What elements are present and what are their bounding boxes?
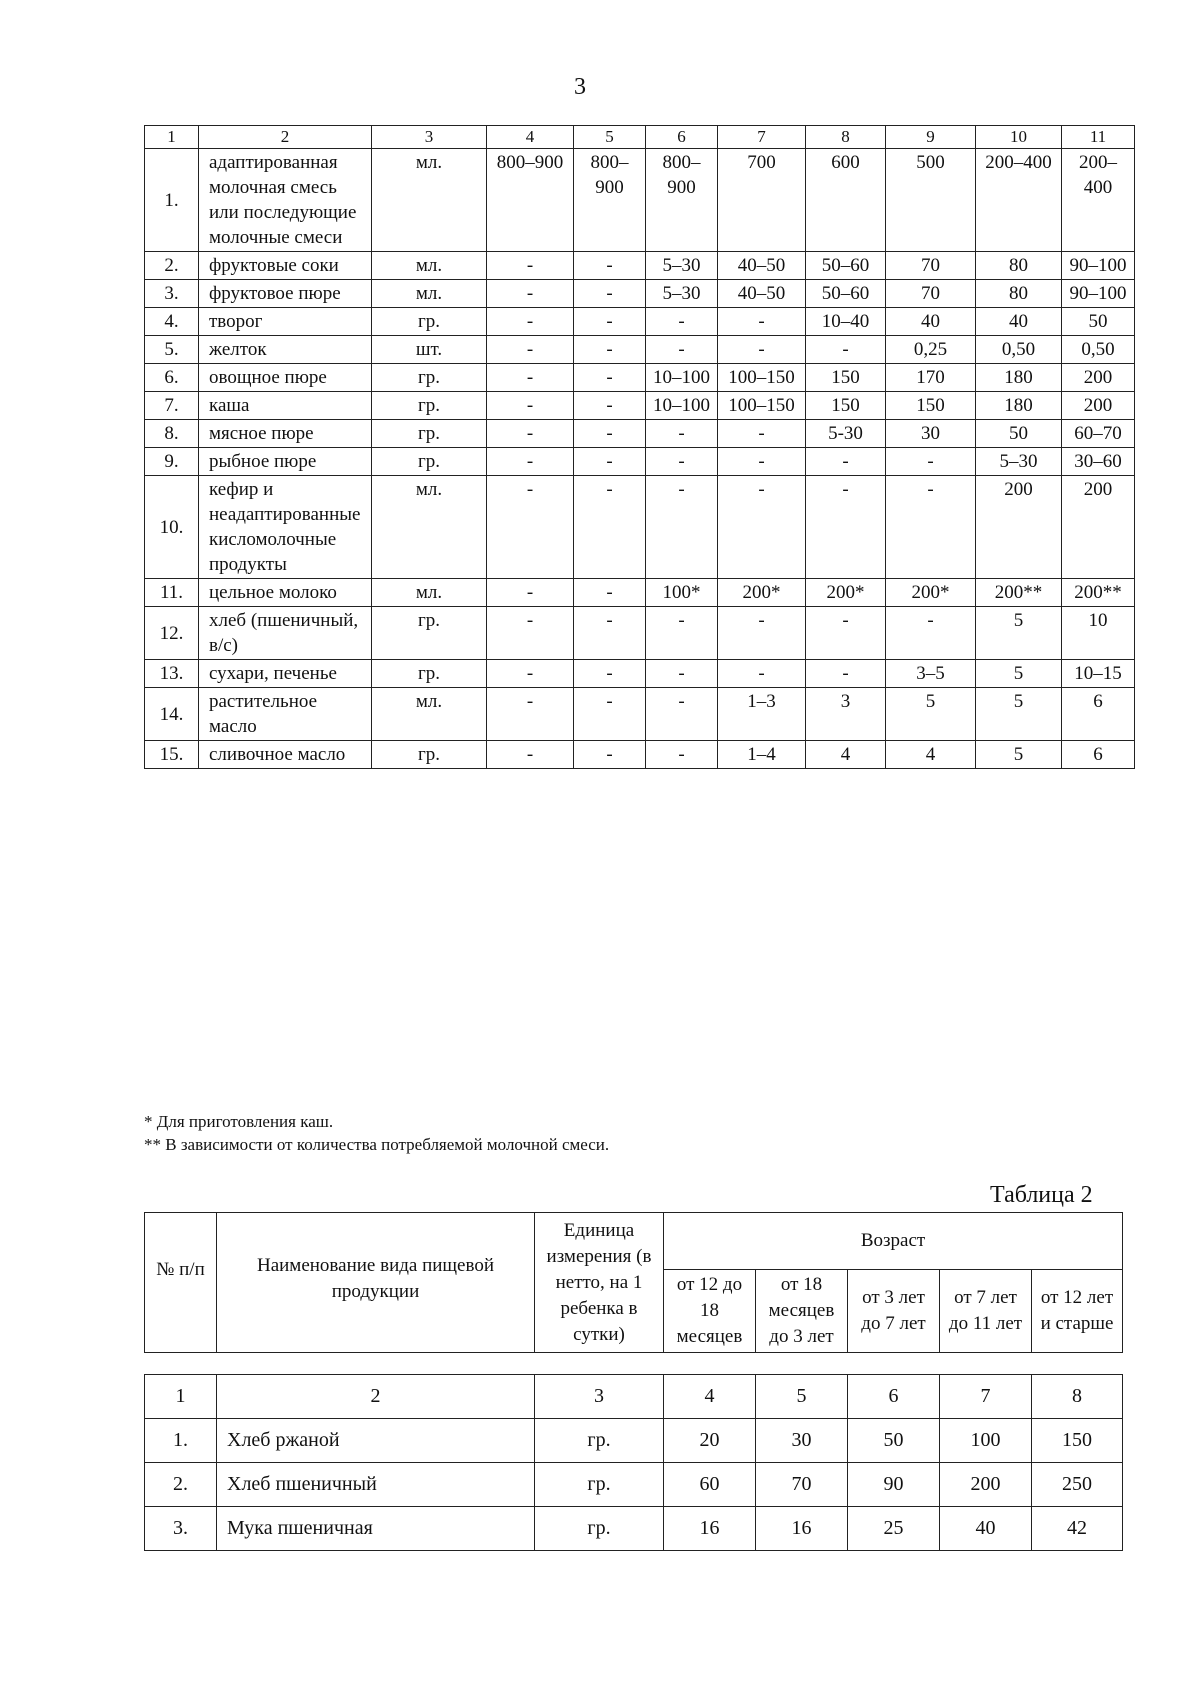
amount-cell: - [487,660,574,688]
amount-cell: 6 [1062,688,1135,741]
table-row [145,1463,1123,1507]
amount-cell: - [806,607,886,660]
amount-cell: 100–150 [718,392,806,420]
amount-cell: - [718,308,806,336]
amount-cell: 100–150 [718,364,806,392]
amount-cell: 250 [1032,1463,1123,1507]
amount-cell: - [487,280,574,308]
product-name: сухари, печенье [199,660,372,688]
amount-cell: 5–30 [646,252,718,280]
amount-cell: 4 [806,741,886,769]
amount-cell: 200 [940,1463,1032,1507]
row-number: 1. [145,1419,217,1463]
amount-cell: 5 [976,660,1062,688]
amount-cell: - [574,364,646,392]
amount-cell: 200 [976,476,1062,579]
table-row [145,392,1135,420]
amount-cell: 150 [806,392,886,420]
unit: гр. [535,1419,664,1463]
amount-cell: 200 [1062,364,1135,392]
amount-cell: - [487,336,574,364]
amount-cell: - [718,336,806,364]
unit: гр. [372,308,487,336]
amount-cell: 200* [718,579,806,607]
amount-cell: 10–40 [806,308,886,336]
row-number: 14. [145,688,199,741]
amount-cell: 40–50 [718,280,806,308]
amount-cell: - [574,420,646,448]
amount-cell: 30 [886,420,976,448]
column-number: 2 [217,1375,535,1419]
amount-cell: 200* [886,579,976,607]
amount-cell: - [574,607,646,660]
amount-cell: - [806,448,886,476]
table2-body [144,1374,1123,1551]
table-row [145,308,1135,336]
product-name: адаптированная молочная смесь или последующие молочные смеси [199,149,372,252]
amount-cell: 30 [756,1419,848,1463]
row-number: 3. [145,1507,217,1551]
amount-cell: - [646,741,718,769]
amount-cell: 40 [976,308,1062,336]
table-row [145,336,1135,364]
amount-cell: - [646,448,718,476]
unit: гр. [372,364,487,392]
amount-cell: 20 [664,1419,756,1463]
header-age-group: от 18 месяцев до 3 лет [756,1270,848,1353]
table2-caption: Таблица 2 [990,1182,1093,1208]
column-number: 1 [145,1375,217,1419]
product-name: овощное пюре [199,364,372,392]
footnote-1: * Для приготовления каш. [144,1112,334,1131]
amount-cell: 1–4 [718,741,806,769]
amount-cell: 170 [886,364,976,392]
amount-cell: 0,50 [1062,336,1135,364]
amount-cell: - [574,280,646,308]
amount-cell: 10–100 [646,392,718,420]
row-number: 13. [145,660,199,688]
amount-cell: 16 [664,1507,756,1551]
amount-cell: - [646,420,718,448]
unit: гр. [372,448,487,476]
amount-cell: 50 [976,420,1062,448]
table1-header-row [145,126,1135,149]
amount-cell: 500 [886,149,976,252]
amount-cell: 5 [976,741,1062,769]
amount-cell: 50 [1062,308,1135,336]
amount-cell: 200** [976,579,1062,607]
amount-cell: 200* [806,579,886,607]
amount-cell: 5 [976,688,1062,741]
amount-cell: - [487,448,574,476]
amount-cell: 50 [848,1419,940,1463]
amount-cell: - [806,476,886,579]
amount-cell: - [574,308,646,336]
product-name: хлеб (пшеничный, в/с) [199,607,372,660]
table2-header [144,1212,1123,1353]
unit: гр. [372,607,487,660]
page-number: 3 [574,74,586,100]
amount-cell: 60–70 [1062,420,1135,448]
header-age-group: от 12 лет и старше [1032,1270,1123,1353]
amount-cell: - [487,364,574,392]
amount-cell: 80 [976,252,1062,280]
table-row [145,149,1135,252]
amount-cell: 70 [886,280,976,308]
amount-cell: - [806,660,886,688]
row-number: 4. [145,308,199,336]
amount-cell: - [574,579,646,607]
amount-cell: 6 [1062,741,1135,769]
table-row [145,420,1135,448]
row-number: 6. [145,364,199,392]
amount-cell: 40–50 [718,252,806,280]
unit: гр. [372,660,487,688]
amount-cell: 200 [1062,476,1135,579]
row-number: 10. [145,476,199,579]
column-number: 5 [574,126,646,149]
amount-cell: 90–100 [1062,280,1135,308]
unit: гр. [535,1463,664,1507]
column-number: 1 [145,126,199,149]
amount-cell: 800–900 [646,149,718,252]
amount-cell: 60 [664,1463,756,1507]
amount-cell: - [487,420,574,448]
amount-cell: 90 [848,1463,940,1507]
table-row [145,476,1135,579]
amount-cell: 5 [886,688,976,741]
column-number: 8 [1032,1375,1123,1419]
amount-cell: 42 [1032,1507,1123,1551]
unit: мл. [372,688,487,741]
unit: мл. [372,476,487,579]
row-number: 2. [145,252,199,280]
column-number: 7 [940,1375,1032,1419]
amount-cell: - [646,308,718,336]
header-age-group: от 12 до 18 месяцев [664,1270,756,1353]
column-number: 8 [806,126,886,149]
header-age: Возраст [664,1213,1123,1270]
amount-cell: - [574,448,646,476]
amount-cell: - [718,448,806,476]
row-number: 3. [145,280,199,308]
product-name: фруктовые соки [199,252,372,280]
amount-cell: - [574,660,646,688]
amount-cell: - [646,607,718,660]
product-name: рыбное пюре [199,448,372,476]
column-number: 6 [646,126,718,149]
column-number: 4 [664,1375,756,1419]
amount-cell: 100 [940,1419,1032,1463]
column-number: 10 [976,126,1062,149]
product-name: Хлеб ржаной [217,1419,535,1463]
amount-cell: 0,25 [886,336,976,364]
amount-cell: 100* [646,579,718,607]
amount-cell: 800–900 [487,149,574,252]
footnote-2: ** В зависимости от количества потребляемой молочной смеси. [144,1135,610,1154]
table-row [145,741,1135,769]
table-row [145,1507,1123,1551]
product-name: Хлеб пшеничный [217,1463,535,1507]
amount-cell: - [487,476,574,579]
row-number: 15. [145,741,199,769]
header-unit: Единица измерения (в нетто, на 1 ребенка в сутки) [535,1213,664,1353]
unit: мл. [372,280,487,308]
amount-cell: - [646,336,718,364]
amount-cell: 40 [886,308,976,336]
header-age-group: от 3 лет до 7 лет [848,1270,940,1353]
unit: мл. [372,252,487,280]
header-age-group: от 7 лет до 11 лет [940,1270,1032,1353]
table-row [145,252,1135,280]
amount-cell: - [487,741,574,769]
amount-cell: 3–5 [886,660,976,688]
amount-cell: - [886,448,976,476]
amount-cell: 150 [1032,1419,1123,1463]
table-row [145,688,1135,741]
amount-cell: - [487,688,574,741]
amount-cell: 200–400 [976,149,1062,252]
amount-cell: 80 [976,280,1062,308]
table-row [145,448,1135,476]
column-number-row [145,1375,1123,1419]
amount-cell: 10–15 [1062,660,1135,688]
unit: гр. [535,1507,664,1551]
amount-cell: 180 [976,392,1062,420]
unit: гр. [372,392,487,420]
product-name: каша [199,392,372,420]
amount-cell: - [718,476,806,579]
amount-cell: 70 [886,252,976,280]
amount-cell: 600 [806,149,886,252]
table-row [145,660,1135,688]
amount-cell: 150 [886,392,976,420]
amount-cell: 10 [1062,607,1135,660]
amount-cell: 40 [940,1507,1032,1551]
row-number: 1. [145,149,199,252]
unit: мл. [372,149,487,252]
amount-cell: - [646,476,718,579]
product-name: сливочное масло [199,741,372,769]
amount-cell: 200–400 [1062,149,1135,252]
amount-cell: - [574,741,646,769]
row-number: 2. [145,1463,217,1507]
amount-cell: 150 [806,364,886,392]
amount-cell: 180 [976,364,1062,392]
amount-cell: - [487,308,574,336]
amount-cell: 4 [886,741,976,769]
amount-cell: - [487,579,574,607]
product-name: растительное масло [199,688,372,741]
amount-cell: 200** [1062,579,1135,607]
unit: шт. [372,336,487,364]
amount-cell: 10–100 [646,364,718,392]
row-number: 12. [145,607,199,660]
amount-cell: - [574,336,646,364]
amount-cell: 50–60 [806,280,886,308]
amount-cell: - [646,660,718,688]
table-row [145,364,1135,392]
product-name: Мука пшеничная [217,1507,535,1551]
amount-cell: - [806,336,886,364]
amount-cell: 16 [756,1507,848,1551]
amount-cell: 3 [806,688,886,741]
column-number: 11 [1062,126,1135,149]
amount-cell: 25 [848,1507,940,1551]
row-number: 7. [145,392,199,420]
product-name: творог [199,308,372,336]
amount-cell: - [718,660,806,688]
product-name: цельное молоко [199,579,372,607]
row-number: 11. [145,579,199,607]
amount-cell: - [574,392,646,420]
column-number: 7 [718,126,806,149]
table1-footnotes [144,1110,609,1156]
amount-cell: 800–900 [574,149,646,252]
product-name: желток [199,336,372,364]
amount-cell: - [886,607,976,660]
amount-cell: 0,50 [976,336,1062,364]
amount-cell: 90–100 [1062,252,1135,280]
unit: гр. [372,420,487,448]
column-number: 5 [756,1375,848,1419]
unit: мл. [372,579,487,607]
product-name: фруктовое пюре [199,280,372,308]
amount-cell: 70 [756,1463,848,1507]
amount-cell: 700 [718,149,806,252]
row-number: 5. [145,336,199,364]
amount-cell: - [487,392,574,420]
amount-cell: 5 [976,607,1062,660]
unit: гр. [372,741,487,769]
amount-cell: 1–3 [718,688,806,741]
column-number: 9 [886,126,976,149]
table-row [145,607,1135,660]
column-number: 4 [487,126,574,149]
table-row [145,1419,1123,1463]
row-number: 9. [145,448,199,476]
column-number: 3 [535,1375,664,1419]
nutrition-table-1 [144,125,1135,769]
header-num: № п/п [145,1213,217,1353]
amount-cell: 200 [1062,392,1135,420]
table-row [145,280,1135,308]
amount-cell: 5–30 [646,280,718,308]
amount-cell: - [487,252,574,280]
row-number: 8. [145,420,199,448]
amount-cell: 5–30 [976,448,1062,476]
amount-cell: - [718,607,806,660]
amount-cell: 30–60 [1062,448,1135,476]
header-name: Наименование вида пищевой продукции [217,1213,535,1353]
column-number: 6 [848,1375,940,1419]
amount-cell: - [574,476,646,579]
amount-cell: - [886,476,976,579]
column-number: 3 [372,126,487,149]
table-row [145,579,1135,607]
amount-cell: - [574,688,646,741]
amount-cell: - [574,252,646,280]
product-name: кефир и неадаптированные кисломолочные продукты [199,476,372,579]
amount-cell: - [487,607,574,660]
column-number: 2 [199,126,372,149]
amount-cell: 50–60 [806,252,886,280]
amount-cell: - [646,688,718,741]
amount-cell: 5-30 [806,420,886,448]
amount-cell: - [718,420,806,448]
product-name: мясное пюре [199,420,372,448]
